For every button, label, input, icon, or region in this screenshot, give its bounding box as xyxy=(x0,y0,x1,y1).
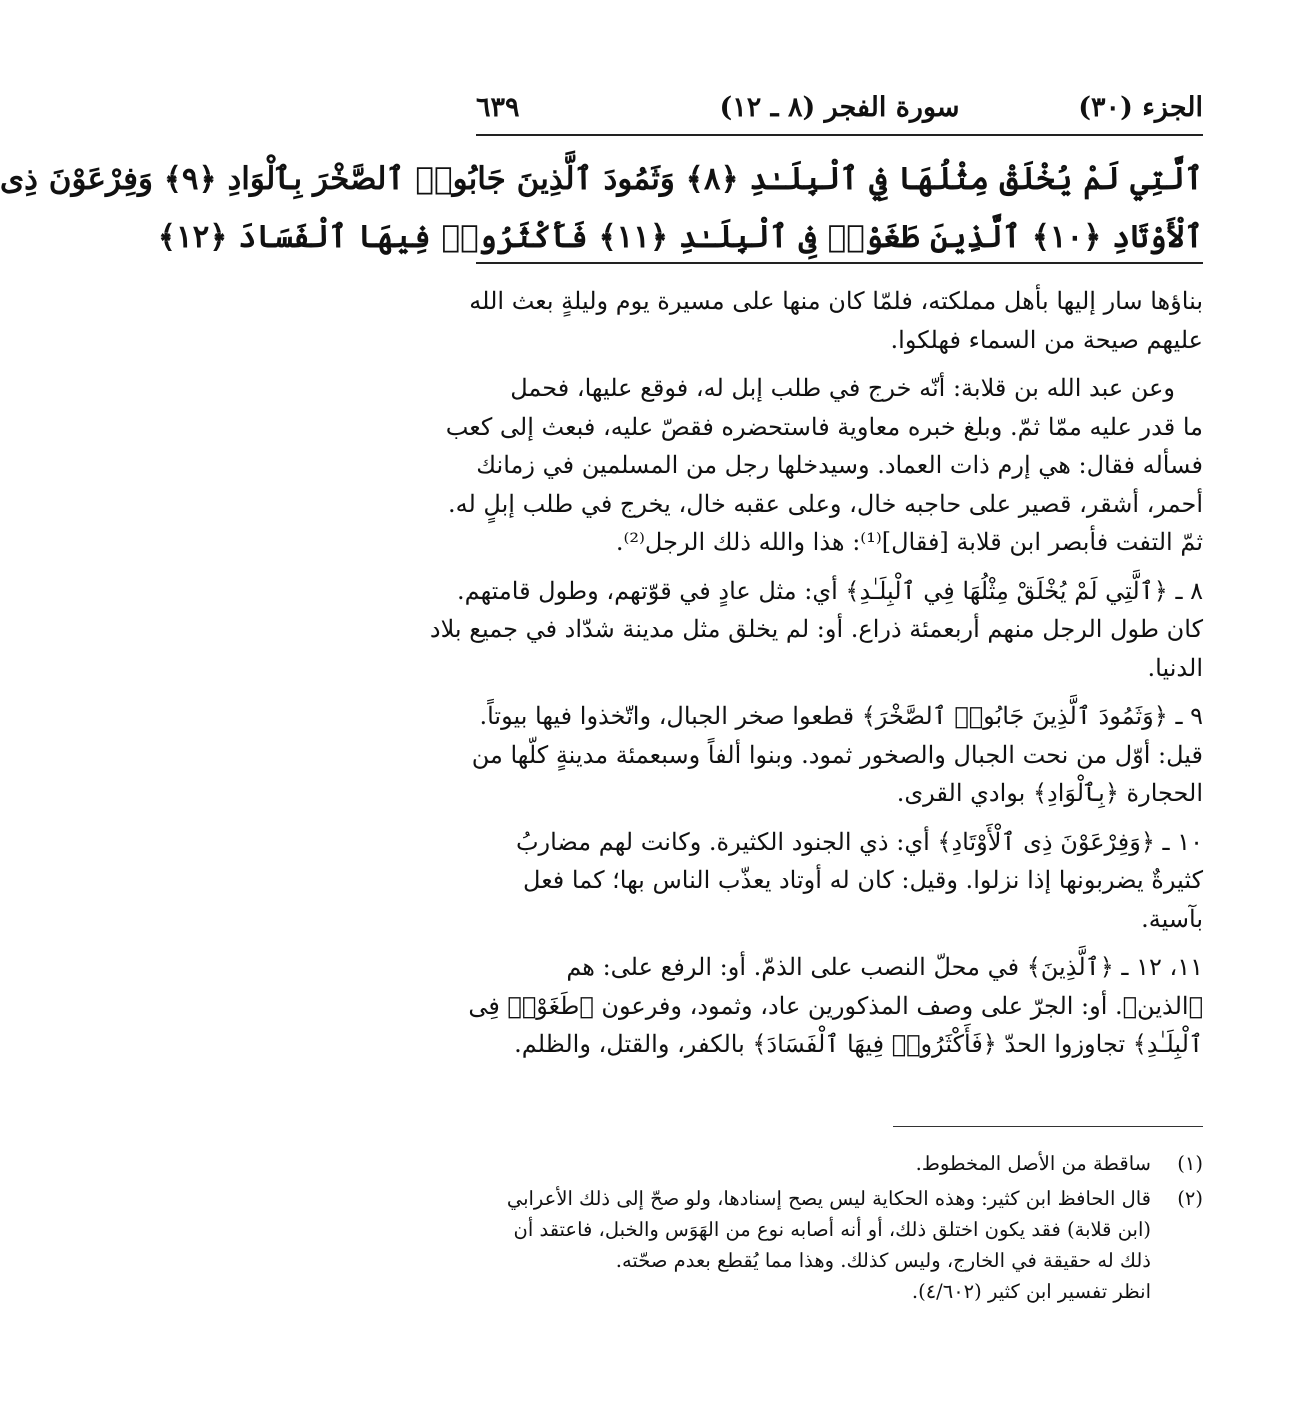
footnotes xyxy=(476,1148,1203,1311)
footnote-line: قال الحافظ ابن كثير: وهذه الحكاية ليس يصح إسنادها، ولو صحّ إلى ذلك الأعرابي xyxy=(506,1187,1151,1210)
text-line: بآسية. xyxy=(1141,904,1203,933)
text-line: ما قدر عليه ممّا ثمّ. وبلغ خبره معاوية فاستحضره فقصّ عليه، فبعث إلى كعب xyxy=(445,412,1203,441)
text-line: الحجارة ﴿بِٱلْوَادِ﴾ بوادي القرى. xyxy=(896,779,1203,807)
footnote-line: (ابن قلابة) فقد يكون اختلق ذلك، أو أنه أصابه نوع من الهَوَس والخبل، فاعتقد أن xyxy=(513,1218,1151,1241)
page-number: ٦٣٩ xyxy=(476,92,520,123)
text-line: قيل: أوّل من نحت الجبال والصخور ثمود. وبنوا ألفاً وسبعمئة مدينةٍ كلّها من xyxy=(471,740,1203,769)
footnote-1 xyxy=(476,1148,1203,1179)
paragraph-2 xyxy=(445,369,1203,562)
text-line: كان طول الرجل منهم أربعمئة ذراع. أو: لم يخلق مثل مدينة شدّاد في جميع بلاد xyxy=(429,615,1203,643)
text-line: فسأله فقال: هي إرم ذات العماد. وسيدخلها رجل من المسلمين في زمانك xyxy=(476,451,1203,479)
commentary-text xyxy=(429,282,1203,1074)
paragraph-4-verse-9 xyxy=(471,697,1203,813)
text-line: أحمر، أشقر، قصير على حاجبه خال، وعلى عقبه خال، يخرج في طلب إبلٍ له. xyxy=(447,489,1203,518)
footnote-line: انظر تفسير ابن كثير (٤/٦٠٢). xyxy=(911,1280,1151,1303)
paragraph-5-verse-10 xyxy=(476,823,1203,939)
footnote-line: ذلك له حقيقة في الخارج، وليس كذلك. وهذا مما يُقطع بعدم صحّته. xyxy=(615,1249,1151,1272)
footnote-number: (١) xyxy=(1177,1152,1203,1175)
text-line: بناؤها سار إليها بأهل مملكته، فلمّا كان منها على مسيرة يوم وليلةٍ بعث الله xyxy=(469,287,1203,315)
text-line: عليهم صيحة من السماء فهلكوا. xyxy=(890,325,1203,354)
paragraph-3-verse-8 xyxy=(429,572,1203,688)
text-line: وعن عبد الله بن قلابة: أنّه خرج في طلب إبل له، فوقع عليها، فحمل xyxy=(510,374,1175,402)
text-line: ١١، ١٢ ـ ﴿ٱلَّذِينَ﴾ في محلّ النصب على الذمّ. أو: الرفع على: هم xyxy=(566,953,1203,981)
paragraph-6-verses-11-12 xyxy=(468,948,1203,1064)
text-line: كثيرةٌ يضربونها إذا نزلوا. وقيل: كان له أوتاد يعذّب الناس بها؛ كما فعل xyxy=(523,866,1203,894)
footnote-divider xyxy=(893,1126,1203,1127)
footnote-number: (٢) xyxy=(1177,1187,1203,1210)
text-line: ٱلْبِلَـٰدِ﴾ تجاوزوا الحدّ ﴿فَأَكْثَرُوا۟ فِيهَا ٱلْفَسَادَ﴾ بالكفر، والقتل، والظلم. xyxy=(514,1030,1203,1058)
footnote-2 xyxy=(476,1183,1203,1307)
header-divider xyxy=(476,134,1203,136)
text-line: ٩ ـ ﴿وَثَمُودَ ٱلَّذِينَ جَابُوا۟ ٱلصَّخْرَ﴾ قطعوا صخر الجبال، واتّخذوا فيها بيوتاً. xyxy=(479,702,1203,730)
text-line: ثمّ التفت فأبصر ابن قلابة [فقال]⁽¹⁾: هذا والله ذلك الرجل⁽²⁾. xyxy=(615,528,1203,556)
text-line: ﴿الذين﴾. أو: الجرّ على وصف المذكورين عاد، وثمود، وفرعون ﴿طَغَوْا۟ فِى xyxy=(468,991,1203,1020)
text-line: ٨ ـ ﴿ٱلَّتِي لَمْ يُخْلَقْ مِثْلُهَا فِي ٱلْبِلَـٰدِ﴾ أي: مثل عادٍ في قوّتهم، وطول قامتهم. xyxy=(457,576,1203,605)
running-header xyxy=(476,88,1203,136)
quran-verses-block xyxy=(0,150,1203,266)
text-line: ١٠ ـ ﴿وَفِرْعَوْنَ ذِى ٱلْأَوْتَادِ﴾ أي: ذي الجنود الكثيرة. وكانت لهم مضاربُ xyxy=(515,827,1203,856)
paragraph-1 xyxy=(469,282,1203,359)
footnote-line: ساقطة من الأصل المخطوط. xyxy=(915,1152,1151,1175)
verse-line-1: ٱلَّتِي لَمْ يُخْلَقْ مِثْلُهَا فِي ٱلْبِلَـٰدِ ﴿٨﴾ وَثَمُودَ ٱلَّذِينَ جَابُوا۟ ٱلصَّخْرَ بِٱلْوَادِ ﴿٩﴾ وَفِرْعَوْنَ ذِى xyxy=(0,161,1203,197)
text-line: الدنيا. xyxy=(1147,653,1203,682)
verses-divider xyxy=(476,262,1203,264)
juz-label: الجزء (٣٠) xyxy=(1078,92,1203,123)
verse-line-2: ٱلْأَوْتَادِ ﴿١٠﴾ ٱلَّذِينَ طَغَوْا۟ فِى ٱلْبِلَـٰدِ ﴿١١﴾ فَأَكْثَرُوا۟ فِيهَا ٱلْفَسَادَ ﴿١٢﴾ xyxy=(157,219,1203,255)
surah-title: سورة الفجر (٨ ـ ١٢) xyxy=(719,92,960,123)
